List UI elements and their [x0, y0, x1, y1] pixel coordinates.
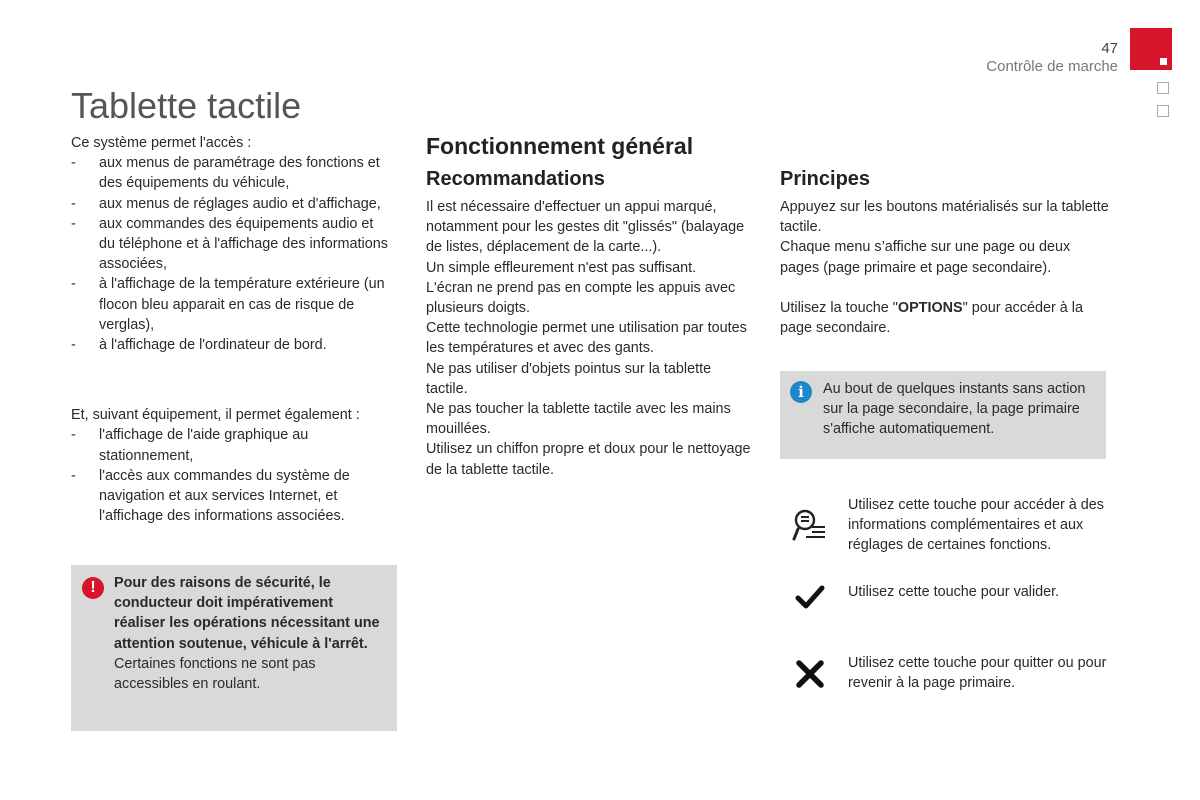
chapter-marker-empty: [1157, 105, 1169, 117]
list-item: - l'affichage de l'aide graphique au stationnement,: [71, 425, 391, 465]
options-keyword: OPTIONS: [897, 299, 963, 316]
paragraph: Chaque menu s’affiche sur une page ou deux pages (page primaire et page secondaire).: [780, 239, 1071, 276]
paragraph: Il est nécessaire d'effectuer un appui marqué, notamment pour les gestes dit "glissés" (balayage de listes, déplacement de la carte...).: [426, 199, 745, 256]
paragraph: L'écran ne prend pas en compte les appuis avec plusieurs doigts.: [426, 279, 736, 317]
intro-text-2: Et, suivant équipement, il permet également :: [71, 407, 360, 424]
page-title: Tablette tactile: [71, 85, 302, 126]
left-column: [71, 133, 391, 526]
list-item: - l'accès aux commandes du système de navigation et aux services Internet, et l'affichage des informations associées.: [71, 466, 391, 527]
info-box: [780, 371, 1106, 459]
paragraph: Ne pas utiliser d'objets pointus sur la tablette tactile.: [426, 360, 712, 397]
warning-bold-text: Pour des raisons de sécurité, le conducteur doit impérativement réaliser les opérations nécessitant une attention soutenue, véhicule à l'arrêt.: [114, 575, 380, 652]
optional-list: [71, 425, 391, 526]
close-key-text: Utilisez cette touche pour quitter ou pour revenir à la page primaire.: [848, 655, 1107, 692]
list-item: - à l'affichage de l'ordinateur de bord.: [71, 335, 391, 355]
paragraph: Appuyez sur les boutons matérialisés sur la tablette tactile.: [780, 199, 1109, 236]
intro-text: Ce système permet l'accès :: [71, 135, 252, 151]
warning-text: Certaines fonctions ne sont pas accessibles en roulant.: [114, 655, 316, 693]
text-span: " pour accéder à la page secondaire.: [780, 299, 1083, 337]
section-title: Contrôle de marche: [986, 58, 1118, 75]
page-number: 47: [1101, 40, 1118, 57]
text-span: Utilisez la touche ": [780, 299, 898, 316]
info-text: Au bout de quelques instants sans action sur la page secondaire, la page primaire s'affiche automatiquement.: [823, 381, 1086, 438]
section-heading: Fonctionnement général: [426, 133, 694, 159]
paragraph: Cette technologie permet une utilisation par toutes les températures et avec des gants.: [426, 320, 747, 357]
principes-text: [780, 197, 1110, 338]
chapter-marker: [1130, 28, 1172, 70]
info-icon: i: [790, 381, 812, 403]
access-list: [71, 153, 391, 355]
paragraph: Utilisez un chiffon propre et doux pour le nettoyage de la tablette tactile.: [426, 441, 751, 478]
list-item: - aux commandes des équipements audio et du téléphone et à l'affichage des informations associées,: [71, 214, 391, 275]
check-key-text: Utilisez cette touche pour valider.: [848, 584, 1060, 600]
list-item: - aux menus de paramétrage des fonctions et des équipements du véhicule,: [71, 153, 391, 193]
list-item: - aux menus de réglages audio et d'affichage,: [71, 194, 391, 214]
warning-icon: !: [82, 577, 104, 599]
check-icon: [792, 580, 828, 616]
list-item: - à l'affichage de la température extérieure (un flocon bleu apparait en cas de risque de verglas),: [71, 274, 391, 335]
close-icon: [792, 656, 828, 692]
options-icon: [792, 507, 828, 543]
paragraph: Un simple effleurement n'est pas suffisant.: [426, 259, 697, 276]
chapter-marker-empty: [1157, 82, 1169, 94]
options-key-text: Utilisez cette touche pour accéder à des informations complémentaires et aux réglages de certaines fonctions.: [848, 497, 1104, 554]
paragraph: [780, 298, 1110, 338]
warning-box: [71, 565, 397, 731]
paragraph: Ne pas toucher la tablette tactile avec les mains mouillées.: [426, 401, 731, 438]
subheading-principes: Principes: [780, 168, 871, 190]
recommandations-text: [426, 197, 756, 480]
subheading-recommandations: Recommandations: [426, 168, 605, 190]
